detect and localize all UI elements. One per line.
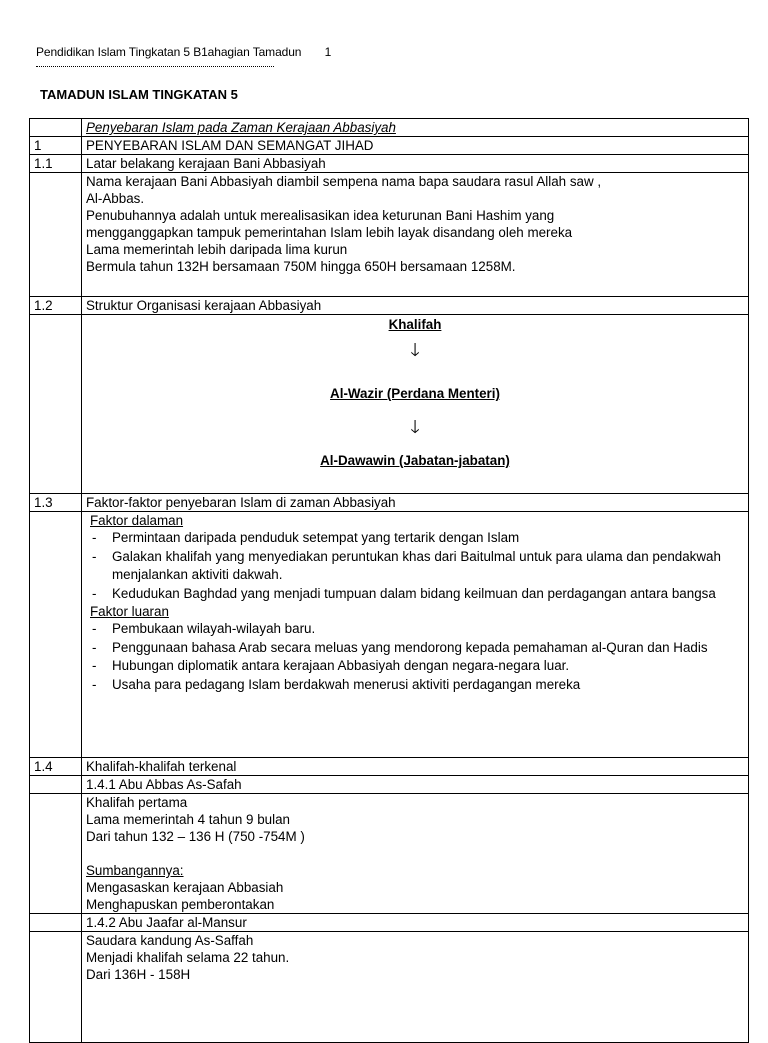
org-level-dawawin: Al-Dawawin (Jabatan-jabatan) xyxy=(320,453,510,468)
subheading-external: Faktor luaran xyxy=(90,604,169,619)
list-item: - Usaha para pedagang Islam berdakwah menerusi aktiviti perdagangan mereka xyxy=(90,676,744,695)
content-table xyxy=(29,118,749,1043)
table-row xyxy=(30,155,749,173)
table-row xyxy=(30,776,749,794)
body-line: Menjadi khalifah selama 22 tahun. xyxy=(86,950,290,965)
table-caption: Penyebaran Islam pada Zaman Kerajaan Abbasiyah xyxy=(82,119,749,137)
body-line: Saudara kandung As-Saffah xyxy=(86,933,254,948)
section-heading: Khalifah-khalifah terkenal xyxy=(82,758,749,776)
page-number: 1 xyxy=(324,45,332,59)
down-arrow-icon: 🡓 xyxy=(410,340,420,360)
table-row xyxy=(30,794,749,914)
section-body xyxy=(82,932,749,1043)
subheading-internal: Faktor dalaman xyxy=(90,513,184,528)
body-line: Dari 136H - 158H xyxy=(86,967,191,982)
body-line: Penubuhannya adalah untuk merealisasikan idea keturunan Bani Hashim yang xyxy=(86,208,555,223)
body-line: Dari tahun 132 – 136 H (750 -754M ) xyxy=(86,829,305,844)
section-heading: PENYEBARAN ISLAM DAN SEMANGAT JIHAD xyxy=(82,137,749,155)
table-row xyxy=(30,137,749,155)
internal-factor-list xyxy=(90,529,744,603)
table-row xyxy=(30,494,749,512)
table-row xyxy=(30,914,749,932)
org-chart xyxy=(82,315,749,494)
org-level-wazir: Al-Wazir (Perdana Menteri) xyxy=(330,386,500,401)
section-body xyxy=(82,794,749,914)
table-row xyxy=(30,932,749,1043)
body-line: Lama memerintah lebih daripada lima kurun xyxy=(86,242,348,257)
section-heading: Faktor-faktor penyebaran Islam di zaman Abbasiyah xyxy=(82,494,749,512)
list-item: - Galakan khalifah yang menyediakan peruntukan khas dari Baitulmal untuk para ulama dan pendakwah menjalankan aktiviti dakwah. xyxy=(90,548,744,585)
contributions-heading: Sumbangannya: xyxy=(86,863,184,878)
body-line: Nama kerajaan Bani Abbasiyah diambil sempena nama bapa saudara rasul Allah saw , xyxy=(86,174,602,189)
body-line: Khalifah pertama xyxy=(86,795,188,810)
section-number: 1.3 xyxy=(30,494,82,512)
table-row xyxy=(30,758,749,776)
list-item: - Kedudukan Baghdad yang menjadi tumpuan dalam bidang keilmuan dan perdagangan antara bangsa xyxy=(90,585,744,604)
section-heading: Latar belakang kerajaan Bani Abbasiyah xyxy=(82,155,749,173)
body-line: mengganggapkan tampuk pemerintahan Islam lebih layak disandang oleh mereka xyxy=(86,225,573,240)
table-row xyxy=(30,119,749,137)
section-number: 1.1 xyxy=(30,155,82,173)
section-number: 1.2 xyxy=(30,297,82,315)
header-divider xyxy=(36,66,274,67)
section-number: 1.4 xyxy=(30,758,82,776)
section-body xyxy=(82,173,749,297)
section-heading: Struktur Organisasi kerajaan Abbasiyah xyxy=(82,297,749,315)
body-line: Mengasaskan kerajaan Abbasiah xyxy=(86,880,284,895)
table-row xyxy=(30,173,749,297)
external-factor-list xyxy=(90,620,744,694)
body-line: Al-Abbas. xyxy=(86,191,145,206)
running-header xyxy=(36,45,331,59)
list-item: - Hubungan diplomatik antara kerajaan Abbasiyah dengan negara-negara luar. xyxy=(90,657,744,676)
section-number: 1 xyxy=(30,137,82,155)
org-level-khalifah: Khalifah xyxy=(388,317,442,332)
body-line: Lama memerintah 4 tahun 9 bulan xyxy=(86,812,290,827)
list-item: - Pembukaan wilayah-wilayah baru. xyxy=(90,620,744,639)
section-body xyxy=(82,512,749,758)
running-title: Pendidikan Islam Tingkatan 5 B1ahagian Tamadun xyxy=(36,45,302,59)
subsection-heading: 1.4.2 Abu Jaafar al-Mansur xyxy=(82,914,749,932)
body-line: Menghapuskan pemberontakan xyxy=(86,897,275,912)
list-item: - Penggunaan bahasa Arab secara meluas yang mendorong kepada pemahaman al-Quran dan Hadis xyxy=(90,639,744,658)
body-line: Bermula tahun 132H bersamaan 750M hingga 650H bersamaan 1258M. xyxy=(86,259,516,274)
document-title: TAMADUN ISLAM TINGKATAN 5 xyxy=(40,87,238,102)
table-row xyxy=(30,315,749,494)
table-row xyxy=(30,297,749,315)
list-item: - Permintaan daripada penduduk setempat yang tertarik dengan Islam xyxy=(90,529,744,548)
table-row xyxy=(30,512,749,758)
down-arrow-icon: 🡓 xyxy=(410,417,420,437)
subsection-heading: 1.4.1 Abu Abbas As-Safah xyxy=(82,776,749,794)
